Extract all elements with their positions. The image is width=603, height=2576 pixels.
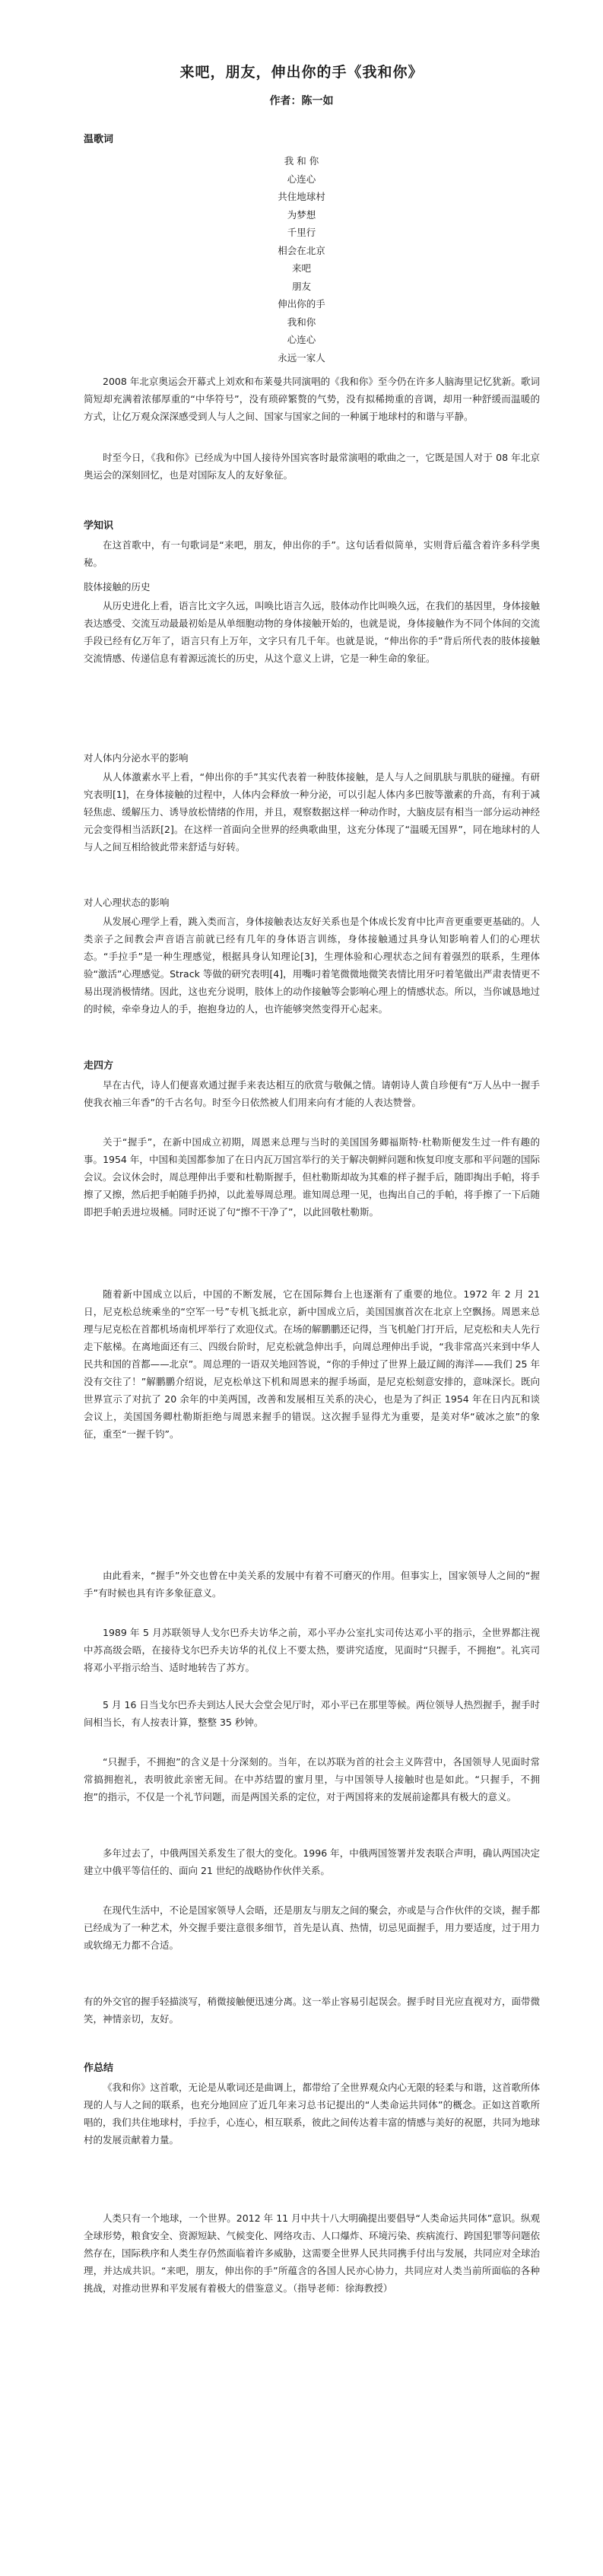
subheading: 肢体接触的历史 [84,581,151,592]
article-author: 作者：陈一如 [269,95,334,107]
lyric-line: 为梦想 [287,208,316,221]
paragraph: 1989 年 5 月苏联领导人戈尔巴乔夫访华之前，邓小平办公室扎实司传达邓小平的指示，全世界都注视中苏高级会晤，在接待戈尔巴乔夫访华的礼仪上不要太热，要讲究适度，见面时“只握手，不拥抱”。礼宾司将邓小平指示给当、适时地转告了苏方。 [84,1627,540,1673]
section-header-lyrics: 温歌词 [84,134,114,145]
paragraph: 《我和你》这首歌，无论是从歌词还是曲调上，都带给了全世界观众内心无限的轻柔与和谐，这首歌所体现的人与人之间的联系，也充分地回应了近几年来习总书记提出的“人类命运共同体”的概念。正如这首歌所唱的，我们共住地球村，手拉手，心连心，相互联系，彼此之间传达着丰富的情感与美好的祝愿，共同为地球村的发展贡献着力量。 [84,2082,541,2146]
lyric-line: 伸出你的手 [278,298,325,310]
subheading: 对人心理状态的影响 [84,897,170,908]
paragraph: 在现代生活中，不论是国家领导人会晤，还是朋友与朋友之间的聚会，亦或是与合作伙伴的交谈，握手都已经成为了一种艺术，外交握手要注意很多细节，首先是认真、热情，切忌见面握手，用力要适度，过于用力或软绵无力都不合适。 [84,1904,541,1951]
article-title: 来吧，朋友，伸出你的手《我和你》 [179,64,424,81]
lyric-line: 千里行 [287,227,316,238]
paragraph: 从历史进化上看，语言比文字久远，叫唤比语言久远，肢体动作比叫唤久远，在我们的基因里，身体接触表达感受、交流互动最最初始是从单细胞动物的身体接触开始的，也就是说，身体接触作为不同个体间的交流手段已经有亿万年了，语言只有上万年，文字只有几千年。也就是说，“伸出你的手”背后所代表的肢体接触交流情感、传递信息有着源远流长的历史，从这个意义上讲，它是一种生命的象征。 [84,600,541,664]
paragraph: 时至今日，《我和你》已经成为中国人接待外国宾客时最常演唱的歌曲之一，它既是国人对于 08 年北京奥运会的深刻回忆，也是对国际友人的友好象征。 [84,452,540,481]
lyric-line: 心连心 [287,173,316,185]
lyric-line: 来吧 [291,262,311,274]
lyric-line: 我 和 你 [284,155,319,167]
subheading: 对人体内分泌水平的影响 [84,752,189,764]
lyric-line: 共住地球村 [278,191,325,202]
lyrics-block [0,152,603,367]
lyric-line: 我和你 [287,316,316,328]
paragraph: 从人体激素水平上看，“伸出你的手”其实代表着一种肢体接触，是人与人之间肌肤与肌肤的碰撞。有研究表明[1]，在身体接触的过程中，人体内会释放一种分泌，可以引起人体内多巴胺等激素的升高，有利于减轻焦虑、缓解压力、诱导放松情绪的作用，并且，观察数据这样一种动作时，大脑皮层有相当一部分运动神经元会变得相当活跃[2]。在这样一首面向全世界的经典歌曲里，这充分体现了“温暖无国界”，同在地球村的人与人之间互相给彼此带来舒适与好转。 [84,771,541,853]
paragraph: 由此看来，“握手”外交也曾在中美关系的发展中有着不可磨灭的作用。但事实上，国家领导人之间的“握手”有时候也具有许多象征意义。 [84,1570,540,1599]
paragraph: 随着新中国成立以后，中国的不断发展，它在国际舞台上也逐渐有了重要的地位。1972 年 2 月 21 日，尼克松总统乘坐的“空军一号”专机飞抵北京，新中国成立后，美国国旗首次在北京上空飘扬。周恩来总理与尼克松在首都机场南机坪举行了欢迎仪式。在场的解鹏鹏还记得，当飞机舱门打开后，尼克松和夫人先行走下舷梯。在离地面还有三、四级台阶时，尼克松就急伸出手，向周总理伸出手说，“我非常高兴来到中华人民共和国的首都——北京”。周总理的一语双关地回答说，“你的手伸过了世界上最辽阔的海洋——我们 25 年没有交往了！”解鹏鹏介绍说，尼克松单这下机和周恩来的握手场面，是尼克松刻意安排的，意味深长。既向世界宣示了对抗了 20 余年的中美两国，改善和发展相互关系的决心，也是为了纠正 1954 年在日内瓦和谈会议上，美国国务卿杜勒斯拒绝与周恩来握手的错误。这次握手显得尤为重要，是美对华“破冰之旅”的象征，重至“一握千钧”。 [84,1288,541,1440]
lyric-line: 心连心 [287,334,316,345]
section-header-study: 学知识 [84,520,114,532]
paragraph: “只握手，不拥抱”的含义是十分深刻的。当年，在以苏联为首的社会主义阵营中，各国领导人见面时常常搞拥抱礼，表明彼此亲密无间。在中苏结盟的蜜月里，与中国领导人接触时也是如此。“只握手，不拥抱”的指示，不仅是一个礼节问题，而是两国关系的定位，对于两国将来的发展前途都具有极大的意义。 [84,1756,540,1803]
lyric-line: 朋友 [291,280,311,292]
paragraph: 在这首歌中，有一句歌词是“来吧，朋友，伸出你的手”。这句话看似简单，实则背后蕴含着许多科学奥秘。 [84,539,540,568]
lyric-line: 永远一家人 [278,351,325,364]
paragraph: 多年过去了，中俄两国关系发生了很大的变化。1996 年，中俄两国签署并发表联合声明，确认两国决定建立中俄平等信任的、面向 21 世纪的战略协作伙伴关系。 [84,1847,540,1876]
paragraph: 关于“握手”，在新中国成立初期，周恩来总理与当时的美国国务卿福斯特·杜勒斯便发生过一件有趣的事。1954 年，中国和美国都参加了在日内瓦万国宫举行的关于解决朝鲜问题和恢复印度支那和平问题的国际会议。会议休会时，周总理伸出手要和杜勒斯握手，但杜勒斯却故为其难的样子握手后，随即掏出手帕，将手擦了又擦，然后把手帕随手扔掉，以此羞辱周总理。谁知周总理一见，也掏出自己的手帕，将手擦了一下后随即把手帕丢进垃圾桶。同时还说了句“擦不干净了”，以此回敬杜勒斯。 [84,1136,541,1218]
paragraph: 从发展心理学上看，跳入类而言，身体接触表达友好关系也是个体成长发育中比声音更重要更基础的。人类亲子之间教会声音语言前就已经有几年的身体语言训练，身体接触通过具身认知影响着人们的心理状态。“手拉手”是一种生理感觉，根据具身认知理论[3]，生理体验和心理状态之间有着强烈的联系，生理体验“激活”心理感觉。Strack 等做的研究表明[4]，用嘴叼着笔微微地微笑表情比用牙叼着笔做出严肃表情更不易出现消极情绪。因此，这也充分说明，肢体上的动作接触等会影响心理上的情感状态。所以，当你诚恳地过的时候，牵牵身边人的手，抱抱身边的人，也许能够突然变得开心起来。 [84,916,541,1015]
section-header-history: 走四方 [84,1060,114,1072]
lyric-line: 相会在北京 [278,244,325,256]
paragraph: 5 月 16 日当戈尔巴乔夫到达人民大会堂会见厅时，邓小平已在那里等候。两位领导人热烈握手，握手时间相当长，有人按表计算，整整 35 秒钟。 [84,1699,540,1728]
paragraph: 有的外交官的握手轻描淡写，稍微接触便迅速分离。这一举止容易引起误会。握手时目光应直视对方，面带微笑，神情亲切，友好。 [84,1996,541,2025]
paragraph: 人类只有一个地球，一个世界。2012 年 11 月中共十八大明确提出要倡导“人类命运共同体”意识。纵观全球形势，粮食安全、资源短缺、气候变化、网络攻击、人口爆炸、环境污染、疾病流行、跨国犯罪等问题依然存在，国际秩序和人类生存仍然面临着许多威胁，这需要全世界人民共同携手付出与发展，共同应对全球治理，并达成共识。“来吧，朋友，伸出你的手”所蕴含的各国人民亦心协力，共同应对人类当前所面临的各种挑战，对推动世界和平发展有着极大的借鉴意义。（指导老师：徐海教授） [84,2212,541,2294]
paragraph: 早在古代，诗人们便喜欢通过握手来表达相互的欣赏与敬佩之情。请朝诗人黄自珍便有“万人丛中一握手 使我衣袖三年香”的千古名句。时至今日依然被人们用来向有才能的人表达赞誉。 [84,1079,540,1108]
paragraph: 2008 年北京奥运会开幕式上刘欢和布莱曼共同演唱的《我和你》至今仍在许多人脑海里记忆犹新。歌词简短却充满着浓郁厚重的“中华符号”，没有琐碎繁赘的气势，没有拟稀拗重的音调，却用一种舒缓而温暖的方式，让亿万观众深深感受到人与人之间、国家与国家之间的一种属于地球村的和谐与平静。 [84,376,540,422]
section-header-summary: 作总结 [84,2063,114,2074]
